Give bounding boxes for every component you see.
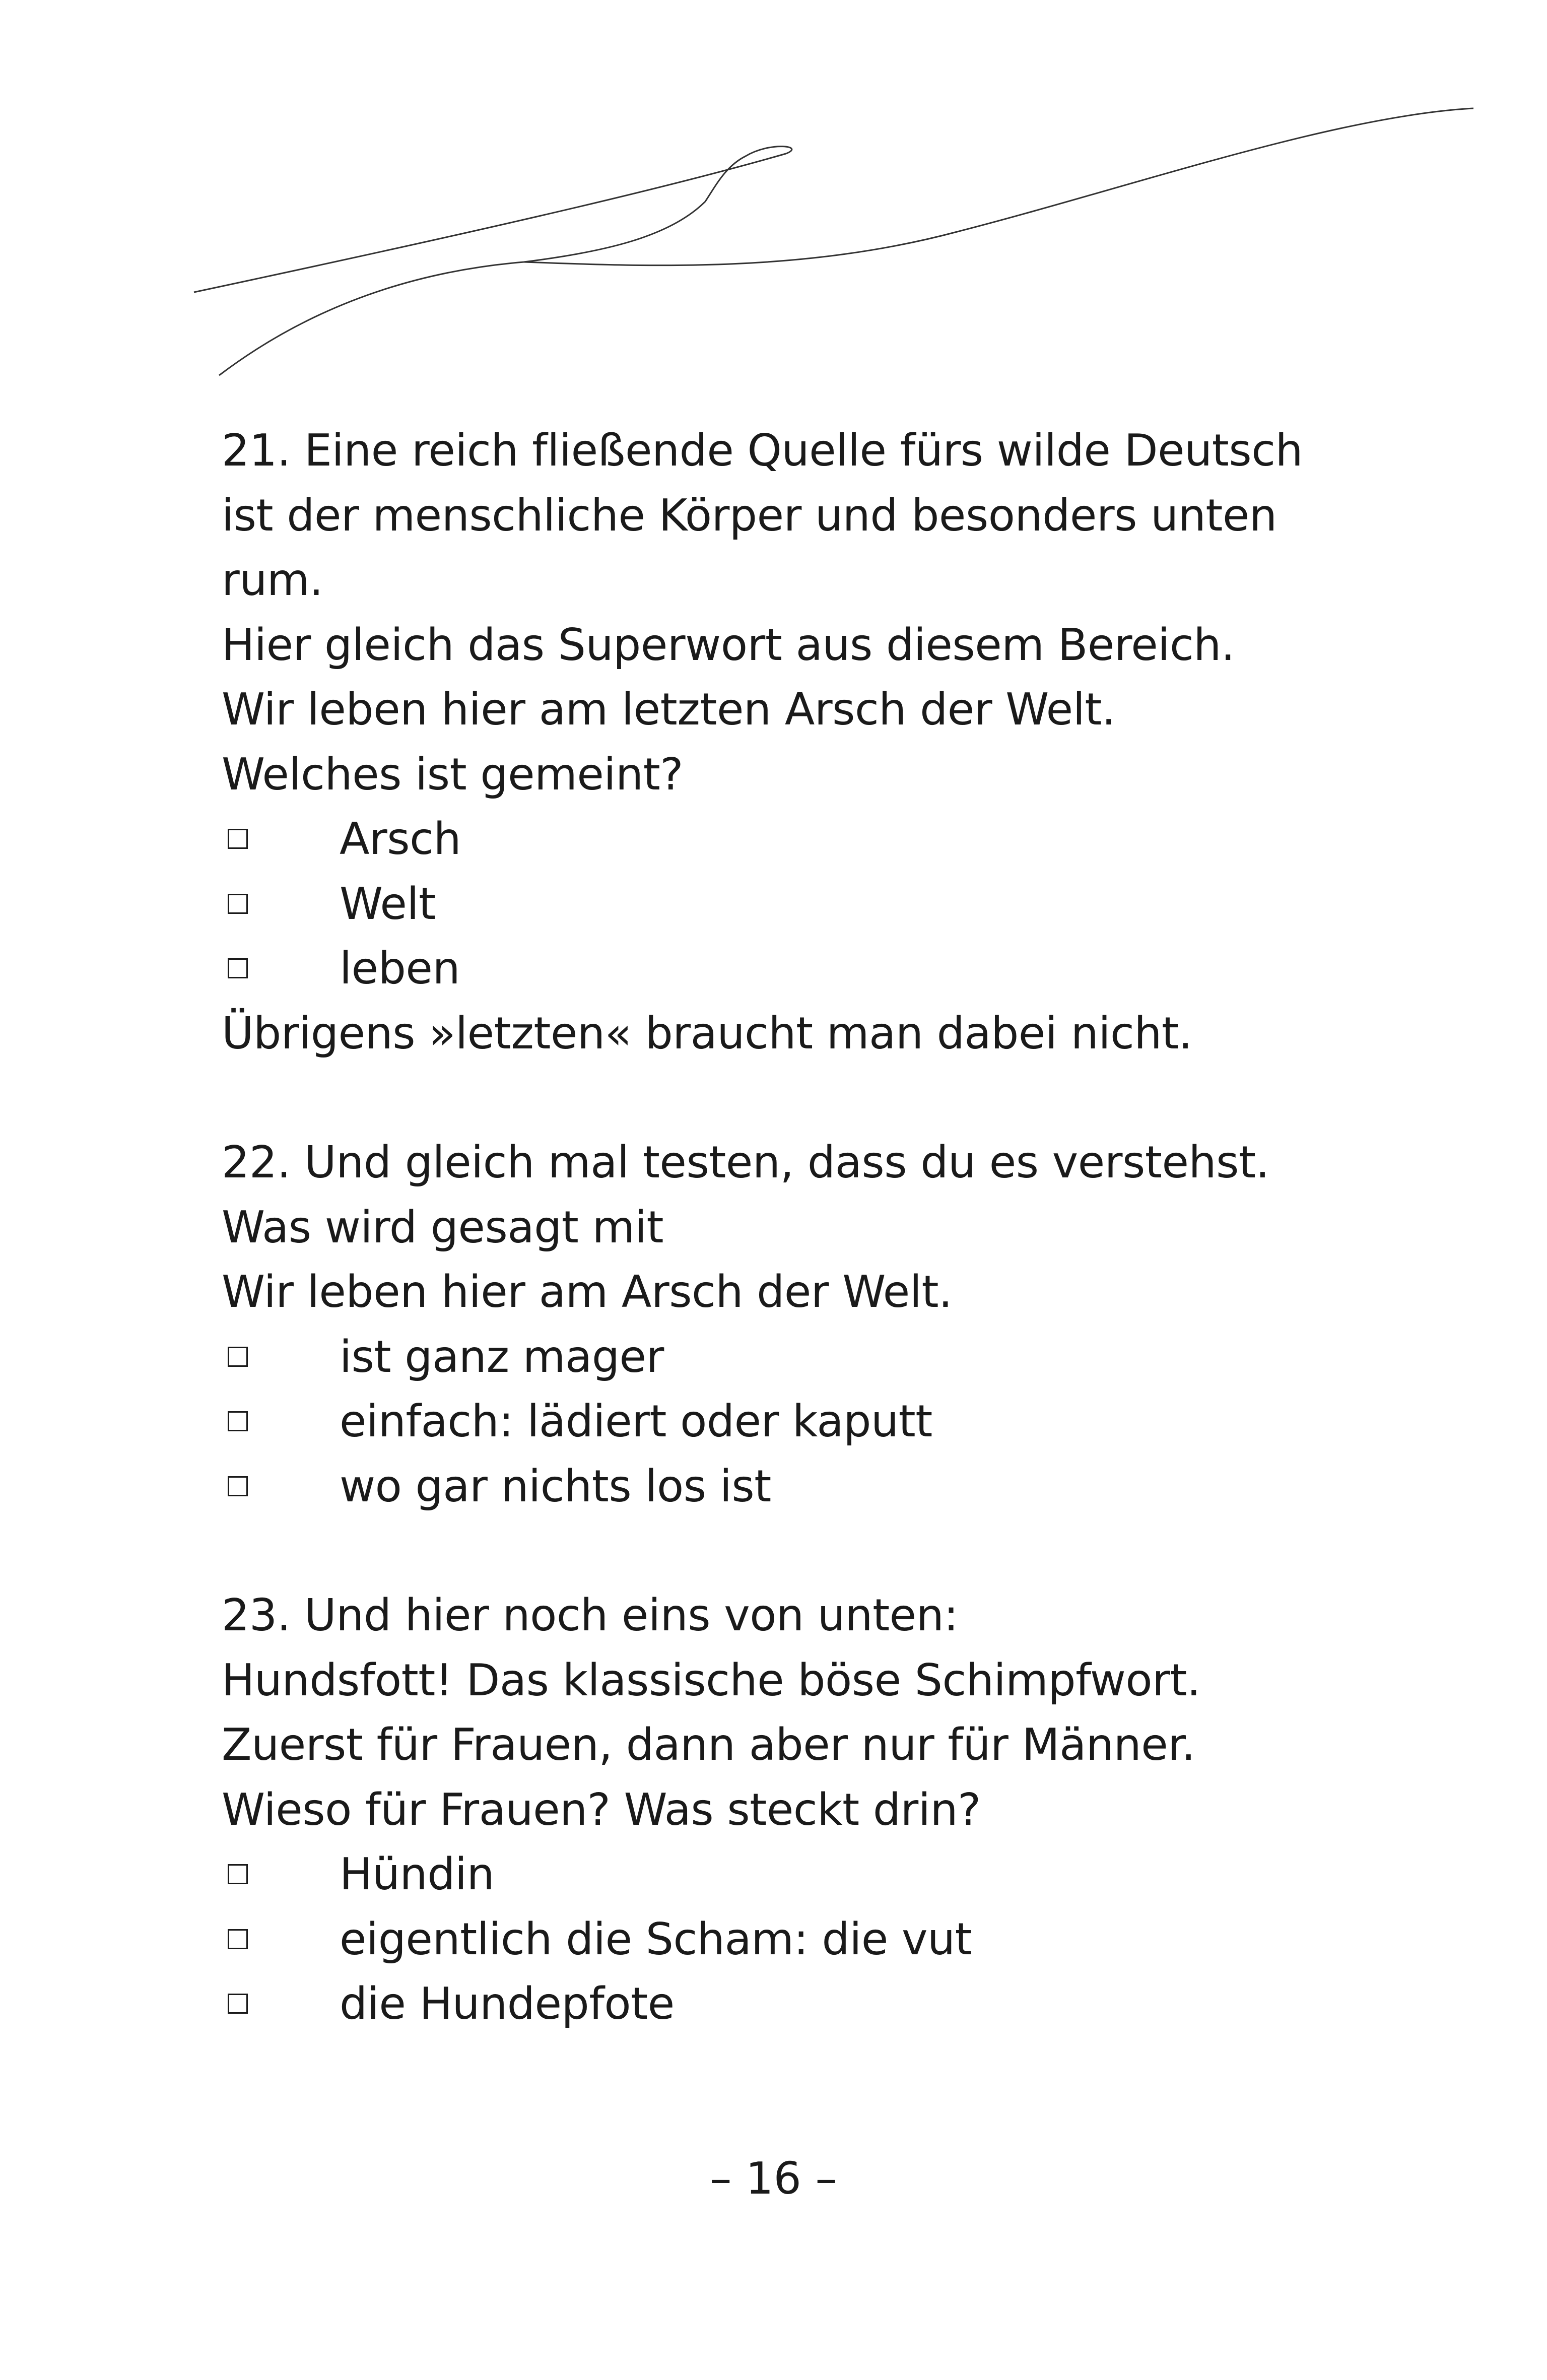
answer-option[interactable] — [222, 936, 1380, 1001]
answer-option-label: Welt — [340, 878, 436, 930]
answer-option-label: wo gar nichts los ist — [340, 1460, 771, 1512]
checkbox-icon[interactable] — [228, 1994, 248, 2014]
question-22 — [222, 1130, 1380, 1518]
checkbox-icon[interactable] — [228, 1864, 248, 1884]
page-content — [222, 418, 1380, 2036]
checkbox-icon[interactable] — [228, 1411, 248, 1431]
checkbox-icon[interactable] — [228, 958, 248, 978]
checkbox-icon[interactable] — [228, 829, 248, 849]
question-text-line: Wir leben hier am Arsch der Welt. — [222, 1266, 953, 1317]
answer-option-label: Arsch — [340, 813, 461, 865]
question-text-line: 23. Und hier noch eins von unten: — [222, 1590, 959, 1641]
answer-option[interactable] — [222, 1971, 1380, 2036]
checkbox-icon[interactable] — [228, 894, 248, 914]
question-text-line: Was wird gesagt mit — [222, 1201, 664, 1253]
answer-option[interactable] — [222, 807, 1380, 872]
question-text-line: Hundsfott! Das klassische böse Schimpfwort. — [222, 1654, 1201, 1706]
answer-option-label: ist ganz mager — [340, 1331, 664, 1382]
answer-option[interactable] — [222, 1454, 1380, 1519]
answer-option[interactable] — [222, 872, 1380, 937]
answer-option[interactable] — [222, 1389, 1380, 1454]
question-text-line: Zuerst für Frauen, dann aber nur für Männer. — [222, 1719, 1195, 1770]
answer-option-label: eigentlich die Scham: die vut — [340, 1913, 972, 1965]
question-text-line: ist der menschliche Körper und besonders unten — [222, 489, 1277, 541]
question-text-line: Hier gleich das Superwort aus diesem Bereich. — [222, 619, 1235, 671]
question-text-line: Wir leben hier am letzten Arsch der Welt. — [222, 684, 1116, 735]
answer-option[interactable] — [222, 1907, 1380, 1972]
checkbox-icon[interactable] — [228, 1929, 248, 1949]
question-text-line: 21. Eine reich fließende Quelle fürs wilde Deutsch — [222, 425, 1303, 476]
answer-option[interactable] — [222, 1325, 1380, 1390]
question-text-line: Wieso für Frauen? Was steckt drin? — [222, 1783, 981, 1835]
question-text-line: rum. — [222, 554, 323, 606]
answer-option[interactable] — [222, 1842, 1380, 1907]
decorative-swoosh-ornament — [0, 0, 1547, 403]
question-note: Übrigens »letzten« braucht man dabei nicht. — [222, 1007, 1192, 1059]
answer-option-label: leben — [340, 943, 460, 994]
answer-option-label: die Hundepfote — [340, 1978, 675, 2029]
question-23 — [222, 1583, 1380, 2036]
swoosh-line-upper — [194, 108, 1473, 292]
answer-option-label: einfach: lädiert oder kaputt — [340, 1396, 932, 1447]
swoosh-line-lower — [219, 262, 524, 375]
question-text-line: Welches ist gemeint? — [222, 748, 683, 800]
question-21 — [222, 418, 1380, 1066]
answer-option-label: Hündin — [340, 1848, 495, 1900]
checkbox-icon[interactable] — [228, 1476, 248, 1496]
checkbox-icon[interactable] — [228, 1347, 248, 1367]
question-text-line: 22. Und gleich mal testen, dass du es verstehst. — [222, 1137, 1269, 1188]
page-number: – 16 – — [709, 2153, 837, 2204]
